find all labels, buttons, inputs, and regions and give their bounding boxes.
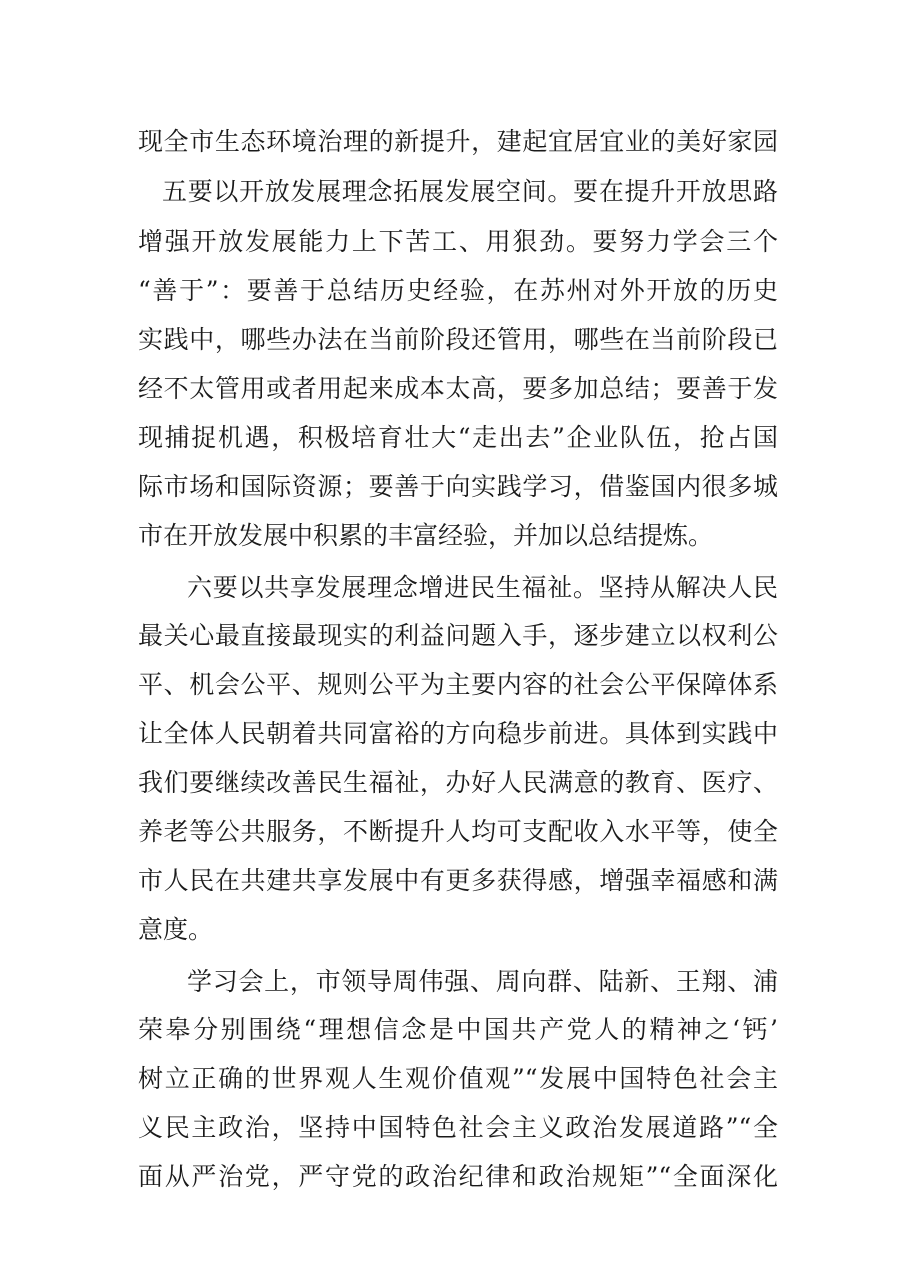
text-line: 让全体人民朝着共同富裕的方向稳步前进。具体到实践中 [138, 719, 778, 748]
text-line: 养老等公共服务，不断提升人均可支配收入水平等，使全 [138, 817, 778, 846]
text-line: 平、机会公平、规则公平为主要内容的社会公平保障体系 [138, 670, 778, 699]
text-line: 意度。 [138, 915, 214, 944]
text-line: “善于”：要善于总结历史经验，在苏州对外开放的历史 [138, 276, 778, 305]
text-line: 荣皋分别围绕“理想信念是中国共产党人的精神之‘钙’ [138, 1015, 778, 1044]
text-line: 最关心最直接最现实的利益问题入手，逐步建立以权利公 [138, 621, 778, 650]
text-line: 现全市生态环境治理的新提升，建起宜居宜业的美好家园 [138, 127, 778, 156]
text-line: 市在开放发展中积累的丰富经验，并加以总结提炼。 [138, 521, 714, 550]
text-line: 面从严治党，严守党的政治纪律和政治规矩”“全面深化 [138, 1162, 778, 1191]
text-line: 实践中，哪些办法在当前阶段还管用，哪些在当前阶段已 [138, 325, 778, 354]
text-line: 树立正确的世界观人生观价值观”“发展中国特色社会主 [138, 1064, 778, 1093]
text-line: 际市场和国际资源；要善于向实践学习，借鉴国内很多城 [138, 472, 778, 501]
text-line: 市人民在共建共享发展中有更多获得感，增强幸福感和满 [138, 866, 778, 895]
text-line: 经不太管用或者用起来成本太高，要多加总结；要善于发 [138, 374, 778, 403]
text-line: 现捕捉机遇，积极培育壮大“走出去”企业队伍，抢占国 [138, 423, 778, 452]
text-line: 义民主政治，坚持中国特色社会主义政治发展道路”“全 [138, 1113, 778, 1142]
text-line: 五要以开放发展理念拓展发展空间。要在提升开放思路 [162, 177, 778, 206]
text-line: 六要以共享发展理念增进民生福祉。坚持从解决人民 [187, 573, 778, 602]
text-line: 我们要继续改善民生福祉，办好人民满意的教育、医疗、 [138, 768, 778, 797]
text-line: 学习会上，市领导周伟强、周向群、陆新、王翔、浦 [187, 967, 778, 996]
text-line: 增强开放发展能力上下苦工、用狠劲。要努力学会三个 [138, 227, 778, 256]
